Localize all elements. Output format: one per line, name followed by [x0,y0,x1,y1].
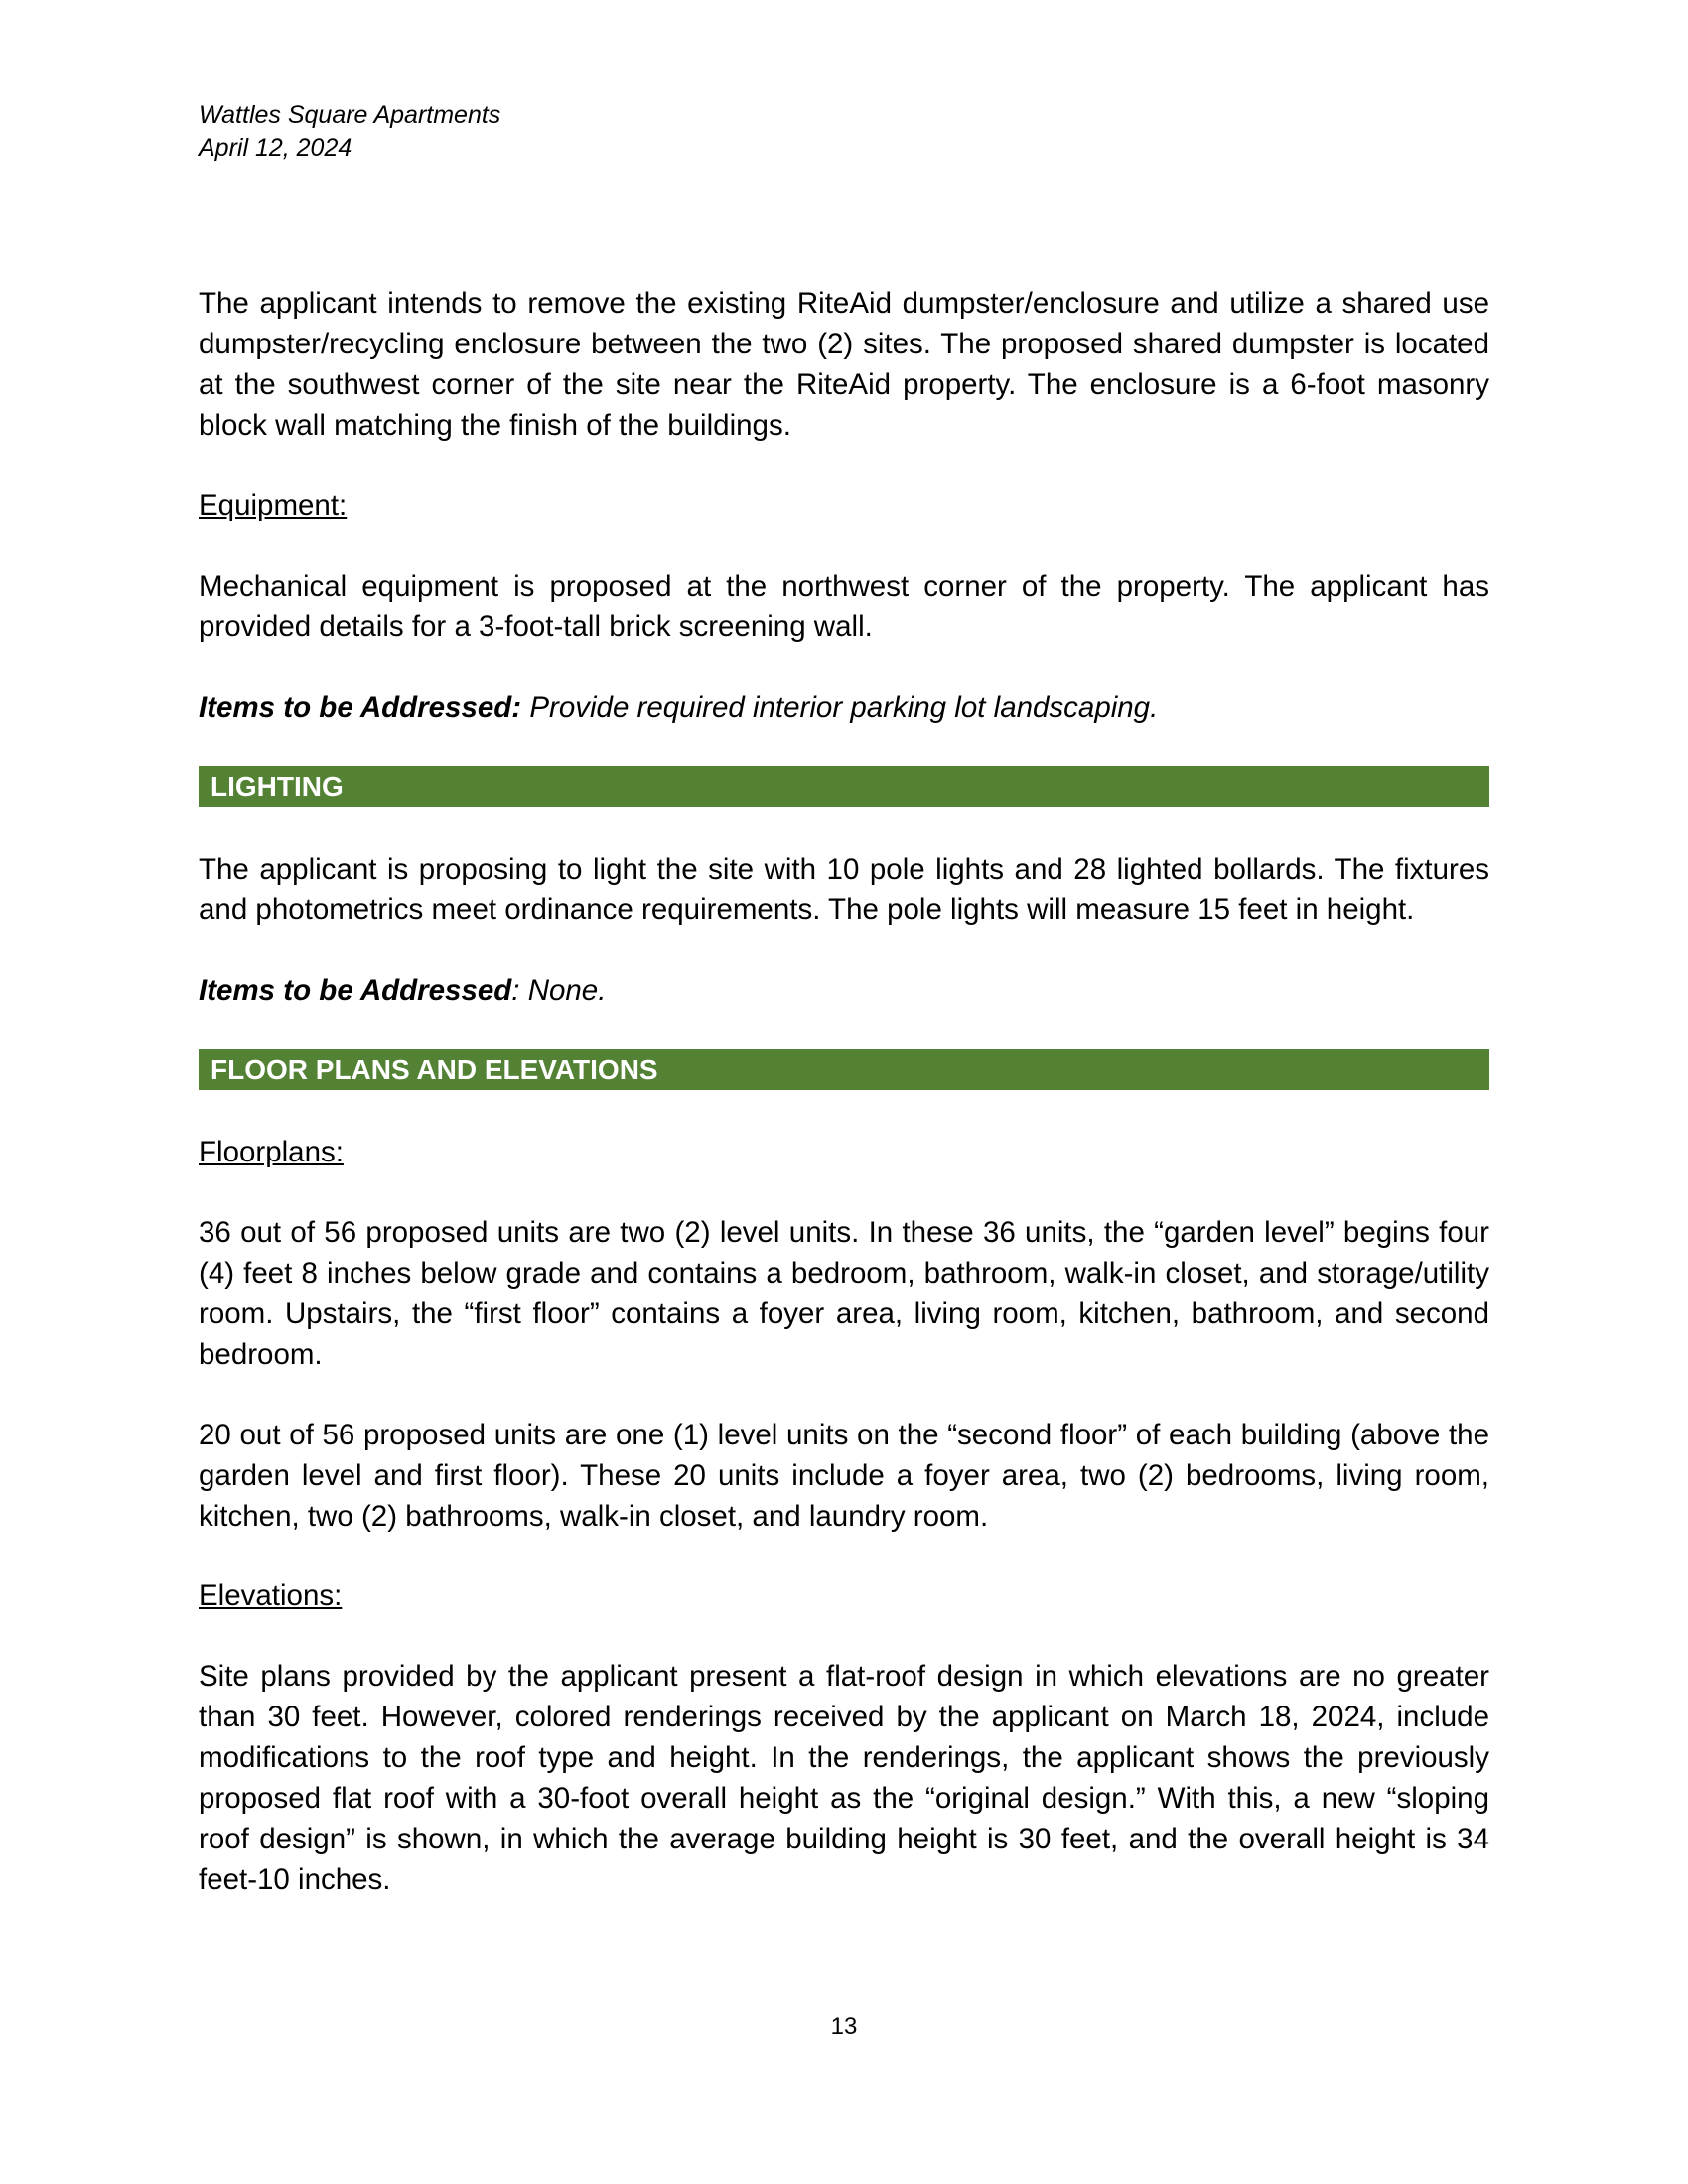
paragraph-floorplans-two-level: 36 out of 56 proposed units are two (2) level units. In these 36 units, the “garden level” begins four (4) feet 8 inches below grade and contains a bedroom, bathroom, walk-in closet, and storage/utility room. Upstairs, the “first floor” contains a foyer area, living room, kitchen, bathroom, and second bedroom. [199,1216,1489,1371]
section-bar-floor-plans: FLOOR PLANS AND ELEVATIONS [199,1049,1489,1090]
header-title: Wattles Square Apartments [199,101,501,129]
header-date: April 12, 2024 [199,134,352,162]
items-label: Items to be Addressed: [199,691,522,724]
items-to-address-1 [199,687,1489,728]
paragraph-elevations: Site plans provided by the applicant present a flat-roof design in which elevations are no greater than 30 feet. However, colored renderings received by the applicant on March 18, 2024, include modifications to the roof type and height. In the renderings, the applicant shows the previously proposed flat roof with a 30-foot overall height as the “original design.” With this, a new “sloping roof design” is shown, in which the average building height is 30 feet, and the overall height is 34 feet-10 inches. [199,1660,1489,1896]
items-text: : None. [511,974,607,1007]
page-number: 13 [830,2013,858,2040]
document-header [199,99,500,165]
paragraph-dumpster: The applicant intends to remove the existing RiteAid dumpster/enclosure and utilize a shared use dumpster/recycling enclosure between the two (2) sites. The proposed shared dumpster is located at the southwest corner of the site near the RiteAid property. The enclosure is a 6-foot masonry block wall matching the finish of the buildings. [199,287,1489,442]
heading-elevations: Elevations: [199,1579,343,1612]
heading-floorplans: Floorplans: [199,1136,344,1168]
items-text: Provide required interior parking lot landscaping. [521,691,1159,724]
heading-equipment: Equipment: [199,489,348,522]
section-bar-lighting: LIGHTING [199,766,1489,807]
paragraph-lighting: The applicant is proposing to light the site with 10 pole lights and 28 lighted bollards. The fixtures and photometrics meet ordinance requirements. The pole lights will measure 15 feet in height. [199,853,1489,926]
paragraph-floorplans-one-level: 20 out of 56 proposed units are one (1) level units on the “second floor” of each building (above the garden level and first floor). These 20 units include a foyer area, two (2) bedrooms, living room, kitchen, two (2) bathrooms, walk-in closet, and laundry room. [199,1419,1489,1533]
items-to-address-2 [199,970,1489,1011]
items-label: Items to be Addressed [199,974,512,1007]
paragraph-equipment: Mechanical equipment is proposed at the northwest corner of the property. The applicant has provided details for a 3-foot-tall brick screening wall. [199,570,1489,643]
